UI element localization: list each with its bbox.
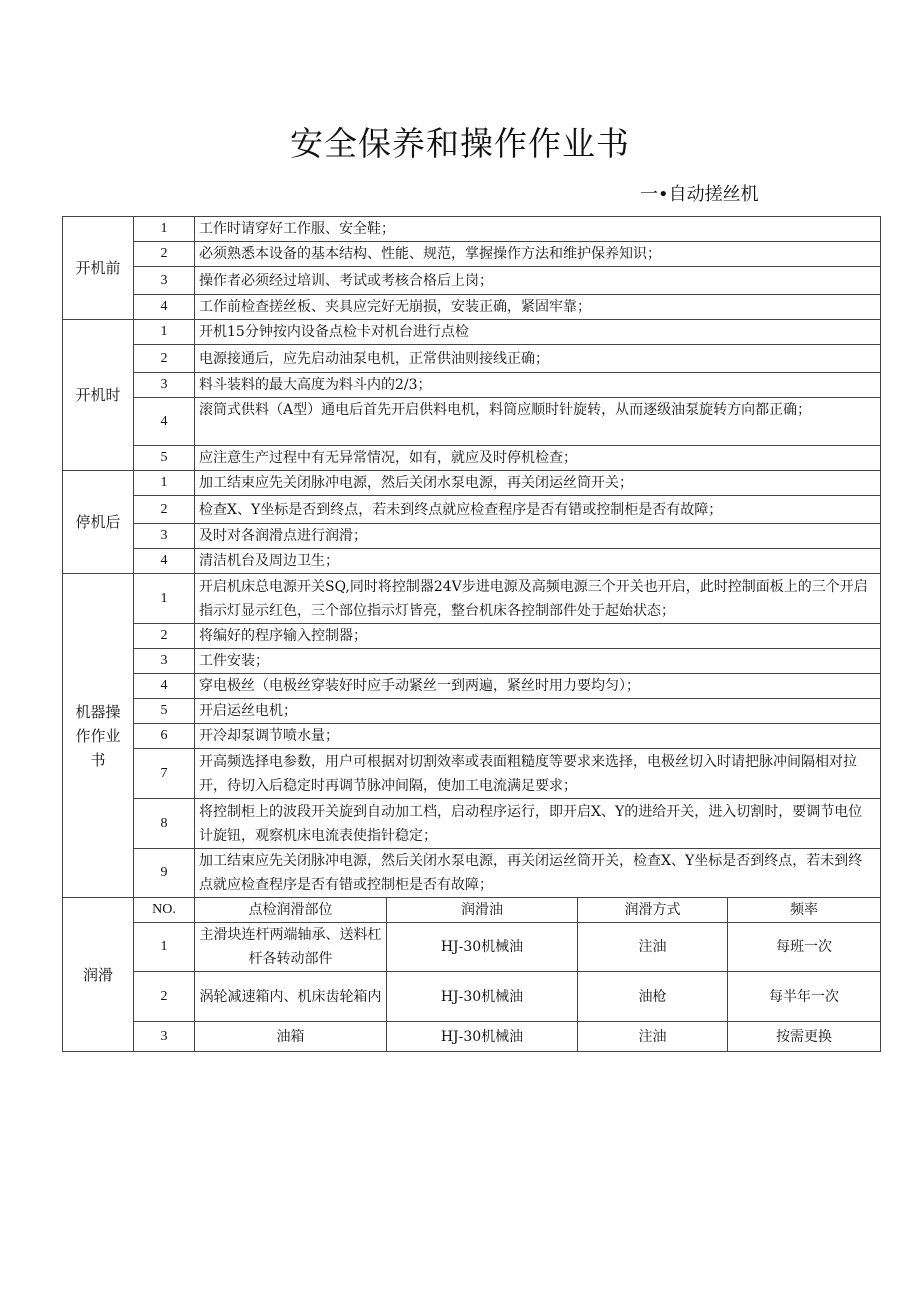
item-no: 1 [134,574,195,624]
lube-part: 涡轮减速箱内、机床齿轮箱内 [195,972,387,1022]
lube-header-oil: 润滑油 [387,898,578,923]
page-title: 安全保养和操作作业书 [290,124,630,163]
item-no: 4 [134,674,195,699]
table-row [63,749,881,799]
item-no: 7 [134,749,195,799]
lube-method: 注油 [578,923,728,972]
item-text: 开启运丝电机； [195,699,881,724]
lube-oil: HJ-30机械油 [387,972,578,1022]
table-row [63,923,881,972]
item-text: 加工结束应先关闭脉冲电源，然后关闭水泵电源，再关闭运丝筒开关，检查X、Y坐标是否到终点，若未到终点就应检查程序是否有错或控制柜是否有故障； [195,849,881,898]
lube-no: 1 [134,923,195,972]
table-row [63,699,881,724]
item-no: 9 [134,849,195,898]
table-row [63,724,881,749]
table-row [63,398,881,446]
item-text: 开启机床总电源开关SQ,同时将控制器24V步进电源及高频电源三个开关也开启，此时控制面板上的三个开启指示灯显示红色，三个部位指示灯皆亮，整台机床各控制部件处于起始状态； [195,574,881,624]
table-row [63,320,881,345]
lube-header-no: NO. [134,898,195,923]
lube-oil: HJ-30机械油 [387,1022,578,1052]
item-no: 2 [134,496,195,524]
item-no: 2 [134,242,195,267]
lube-no: 3 [134,1022,195,1052]
item-no: 2 [134,345,195,373]
item-no: 1 [134,320,195,345]
table-row [63,496,881,524]
table-row [63,849,881,898]
lube-part: 油箱 [195,1022,387,1052]
item-no: 5 [134,446,195,471]
lube-frequency: 每班一次 [728,923,881,972]
section-label-during-operation: 开机时 [63,320,134,471]
item-text: 穿电极丝（电极丝穿装好时应手动紧丝一到两遍，紧丝时用力要均匀）； [195,674,881,699]
table-row [63,345,881,373]
lube-frequency: 按需更换 [728,1022,881,1052]
lube-oil: HJ-30机械油 [387,923,578,972]
item-no: 1 [134,471,195,496]
item-text: 开高频选择电参数，用户可根据对切割效率或表面粗糙度等要求来选择，电极丝切入时请把脉冲间隔相对拉开，待切入后稳定时再调节脉冲间隔，使加工电流满足要求； [195,749,881,799]
item-text: 开机15分钟按内设备点检卡对机台进行点检 [195,320,881,345]
item-text: 工作时请穿好工作服、安全鞋； [195,217,881,242]
item-no: 2 [134,624,195,649]
table-row [63,446,881,471]
lube-header-part: 点检润滑部位 [195,898,387,923]
item-text: 将控制柜上的波段开关旋到自动加工档，启动程序运行，即开启X、Y的进给开关，进入切割时，要调节电位计旋钮，观察机床电流表使指针稳定； [195,799,881,849]
lubrication-header-row [63,898,881,923]
item-no: 3 [134,373,195,398]
item-no: 3 [134,267,195,295]
table-row [63,242,881,267]
lube-method: 注油 [578,1022,728,1052]
section-label-lubrication: 润滑 [63,898,134,1052]
table-row [63,295,881,320]
table-row [63,624,881,649]
item-text: 将编好的程序输入控制器； [195,624,881,649]
table-row [63,574,881,624]
section-label-after-stop: 停机后 [63,471,134,574]
item-text: 料斗装料的最大高度为料斗内的2/3； [195,373,881,398]
item-text: 开冷却泵调节喷水量； [195,724,881,749]
item-text: 检查X、Y坐标是否到终点，若未到终点就应检查程序是否有错或控制柜是否有故障； [195,496,881,524]
lube-header-frequency: 频率 [728,898,881,923]
lube-frequency: 每半年一次 [728,972,881,1022]
lube-method: 油枪 [578,972,728,1022]
item-text: 电源接通后，应先启动油泵电机，正常供油则接线正确； [195,345,881,373]
table-row [63,549,881,574]
item-no: 4 [134,398,195,446]
lube-no: 2 [134,972,195,1022]
item-no: 1 [134,217,195,242]
lube-header-method: 润滑方式 [578,898,728,923]
table-row [63,524,881,549]
table-row [63,471,881,496]
table-row [63,972,881,1022]
item-text: 必须熟悉本设备的基本结构、性能、规范，掌握操作方法和维护保养知识； [195,242,881,267]
table-row [63,674,881,699]
section-label-machine-operation: 机器操作作业书 [63,574,134,898]
item-text: 加工结束应先关闭脉冲电源，然后关闭水泵电源，再关闭运丝筒开关； [195,471,881,496]
item-no: 5 [134,699,195,724]
table-row [63,1022,881,1052]
machine-subtitle: 一•自动搓丝机 [640,184,759,205]
item-no: 8 [134,799,195,849]
lube-part: 主滑块连杆两端轴承、送料杠杆各转动部件 [195,923,387,972]
item-no: 4 [134,549,195,574]
item-no: 3 [134,524,195,549]
operation-table [62,216,881,1052]
item-text: 滚筒式供料（A型）通电后首先开启供料电机，料筒应顺时针旋转，从而逐级油泵旋转方向都正确； [195,398,881,446]
item-text: 操作者必须经过培训、考试或考核合格后上岗； [195,267,881,295]
item-no: 4 [134,295,195,320]
table-row [63,373,881,398]
table-row [63,217,881,242]
item-text: 清洁机台及周边卫生； [195,549,881,574]
table-row [63,267,881,295]
item-text: 及时对各润滑点进行润滑； [195,524,881,549]
table-row [63,799,881,849]
table-row [63,649,881,674]
item-text: 工件安装； [195,649,881,674]
section-label-before-start: 开机前 [63,217,134,320]
item-text: 工作前检查搓丝板、夹具应完好无崩损，安装正确，紧固牢靠； [195,295,881,320]
item-no: 6 [134,724,195,749]
item-no: 3 [134,649,195,674]
item-text: 应注意生产过程中有无异常情况，如有，就应及时停机检查； [195,446,881,471]
